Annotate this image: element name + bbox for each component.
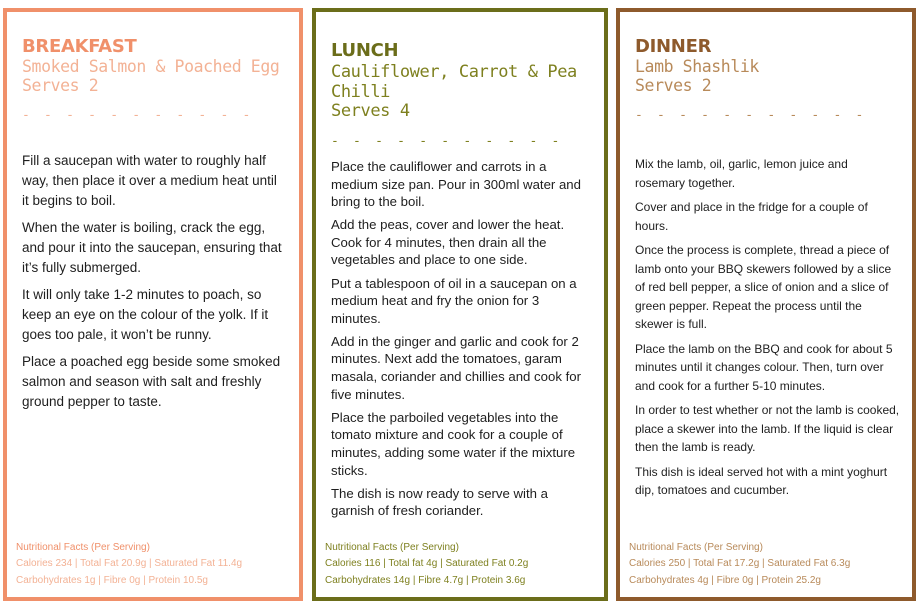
dinner-recipe-card [616,8,916,601]
lunch-recipe-card [312,8,608,601]
recipe-steps [635,155,900,506]
recipe-step: Place the lamb on the BBQ and cook for about 5 minutes until it changes colour. Then, turn over and cook for a further 5-10 minutes. [635,341,893,393]
dish-name: Cauliflower, Carrot & Pea Chilli [331,62,577,102]
recipe-steps [22,151,287,419]
nutrition-line: Carbohydrates 4g | Fibre 0g | Protein 25.2g [629,574,821,586]
dashed-divider: - - - - - - - - - - - [331,134,563,149]
nutrition-line: Calories 250 | Total Fat 17.2g | Saturated Fat 6.3g [629,558,851,569]
recipe-step: Cover and place in the fridge for a couple of hours. [635,200,868,233]
dish-name: Smoked Salmon & Poached Egg [22,57,280,76]
recipe-step: Put a tablespoon of oil in a saucepan on a medium heat and fry the onion for 3 minutes. [331,275,577,326]
nutrition-line: Calories 116 | Total fat 4g | Saturated Fat 0.2g [325,558,529,569]
recipe-step: Add in the ginger and garlic and cook for 2 minutes. Next add the tomatoes, garam masala, coriander and chillies and cook for five minutes. [331,333,581,402]
meal-title: LUNCH [331,40,399,61]
recipe-step: Once the process is complete, thread a piece of lamb onto your BBQ skewers followed by a slice of red bell pepper, a slice of onion and a slice of green pepper. Repeat the process until the skewer is full. [635,243,892,331]
meal-title: DINNER [635,36,712,57]
recipe-header [635,36,900,123]
dashed-divider: - - - - - - - - - - - [635,108,867,123]
servings: Serves 2 [635,76,712,95]
meal-title: BREAKFAST [22,36,137,57]
recipe-step: In order to test whether or not the lamb is cooked, place a skewer into the lamb. If the liquid is clear then the lamb is ready. [635,403,900,454]
servings: Serves 4 [331,101,410,121]
nutrition-line: Carbohydrates 1g | Fibre 0g | Protein 10.5g [16,574,208,586]
nutrition-title: Nutritional Facts (Per Serving) [629,541,763,553]
nutrition-title: Nutritional Facts (Per Serving) [16,541,150,553]
recipe-steps [331,158,592,525]
nutrition-facts [16,540,242,590]
servings: Serves 2 [22,76,99,95]
recipe-step: Fill a saucepan with water to roughly half way, then place it over a medium heat until it begins to boil. [22,153,277,208]
recipe-step: Mix the lamb, oil, garlic, lemon juice and rosemary together. [635,157,848,190]
recipe-header [331,36,592,149]
recipe-step: Place the cauliflower and carrots in a medium size pan. Pour in 300ml water and bring to the boil. [331,159,581,210]
dashed-divider: - - - - - - - - - - - [22,108,254,123]
recipe-step: The dish is now ready to serve with a garnish of fresh coriander. [331,485,548,519]
recipe-step: Place a poached egg beside some smoked salmon and season with salt and freshly ground pepper to taste. [22,354,281,409]
nutrition-facts [629,540,850,590]
dish-name: Lamb Shashlik [635,57,759,76]
nutrition-title: Nutritional Facts (Per Serving) [325,541,459,553]
recipe-step: It will only take 1-2 minutes to poach, so keep an eye on the colour of the yolk. If it goes too pale, it won’t be runny. [22,287,269,342]
nutrition-line: Carbohydrates 14g | Fibre 4.7g | Protein 3.6g [325,574,526,586]
recipe-step: Place the parboiled vegetables into the tomato mixture and cook for a couple of minutes, adding some water if the mixture sticks. [331,409,576,478]
breakfast-recipe-card [3,8,303,601]
recipe-step: When the water is boiling, crack the egg, and pour it into the saucepan, ensuring that it’s fully submerged. [22,220,282,275]
recipe-header [22,36,287,123]
nutrition-facts [325,540,528,590]
recipe-step: Add the peas, cover and lower the heat. Cook for 4 minutes, then drain all the vegetables and place to one side. [331,217,565,268]
recipe-step: This dish is ideal served hot with a mint yoghurt dip, tomatoes and cucumber. [635,464,888,497]
nutrition-line: Calories 234 | Total Fat 20.9g | Saturated Fat 11.4g [16,558,243,569]
